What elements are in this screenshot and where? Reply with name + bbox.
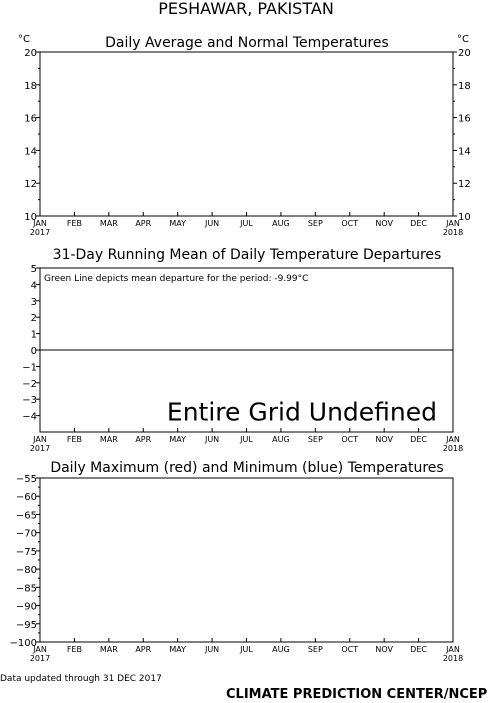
departure-annotation: Green Line depicts mean departure for the period: -9.99°C <box>44 274 309 284</box>
y-tick-label: 0 <box>30 346 37 357</box>
x-month-label: APR <box>135 435 152 444</box>
x-month-label: DEC <box>410 219 427 228</box>
y-tick-label: 3 <box>30 296 37 308</box>
y-tick-label: −65 <box>15 510 37 522</box>
y-tick-label: −70 <box>15 528 37 540</box>
y-tick-label-right: 18 <box>458 80 471 92</box>
x-month-label: JUL <box>240 645 253 654</box>
x-month-label: JAN <box>446 645 460 654</box>
y-tick-label: −90 <box>15 601 37 613</box>
y-tick-label-right: 10 <box>458 212 471 223</box>
x-month-label: NOV <box>375 219 393 228</box>
x-month-label: FEB <box>66 219 82 228</box>
panel-2-title: 31-Day Running Mean of Daily Temperature Departures <box>52 247 442 263</box>
y-tick-label: −4 <box>22 411 37 423</box>
x-month-label: AUG <box>272 645 290 654</box>
grid-undefined-message: Entire Grid Undefined <box>166 397 437 427</box>
x-month-label: APR <box>135 219 152 228</box>
x-month-label: MAR <box>99 645 118 654</box>
y-tick-label: 2 <box>30 313 37 325</box>
y-tick-label-right: 16 <box>458 113 471 125</box>
y-tick-label: 20 <box>24 48 37 59</box>
x-year-start: 2017 <box>29 444 51 453</box>
x-month-label: OCT <box>341 219 359 228</box>
x-month-label: NOV <box>375 435 393 444</box>
y-tick-label-right: 12 <box>458 179 471 191</box>
y-tick-label-right: 14 <box>458 146 471 158</box>
x-year-start: 2017 <box>29 228 51 237</box>
y-tick-label: −1 <box>22 362 37 374</box>
y-tick-label: 1 <box>30 329 37 341</box>
x-month-label: FEB <box>66 435 82 444</box>
footer-credit: CLIMATE PREDICTION CENTER/NCEP <box>226 687 488 702</box>
x-year-end: 2018 <box>442 228 464 237</box>
x-month-label: JUN <box>204 645 220 654</box>
y-tick-label: −60 <box>15 492 37 504</box>
x-month-label: NOV <box>375 645 393 654</box>
x-month-label: JUL <box>240 219 253 228</box>
x-month-label: AUG <box>272 219 290 228</box>
y-tick-label: −55 <box>15 474 37 485</box>
x-month-label: OCT <box>341 645 359 654</box>
x-month-label: MAY <box>169 219 186 228</box>
y-tick-label: −3 <box>22 395 37 407</box>
y-tick-label: −2 <box>22 378 37 390</box>
y-tick-label: −85 <box>15 583 37 595</box>
x-month-label: FEB <box>66 645 82 654</box>
x-month-label: SEP <box>307 645 323 654</box>
x-month-label: APR <box>135 645 152 654</box>
panel-1-frame <box>40 52 453 216</box>
x-month-label: JAN <box>33 219 47 228</box>
x-month-label: AUG <box>272 435 290 444</box>
x-month-label: JAN <box>33 645 47 654</box>
x-month-label: JUL <box>240 435 253 444</box>
x-year-end: 2018 <box>442 654 464 663</box>
x-month-label: MAY <box>169 645 186 654</box>
x-month-label: JAN <box>33 435 47 444</box>
y-tick-label-right: 20 <box>458 48 471 59</box>
x-month-label: JUN <box>204 435 220 444</box>
panel-3-title: Daily Maximum (red) and Minimum (blue) Temperatures <box>50 460 444 476</box>
x-month-label: MAY <box>169 435 186 444</box>
unit-left: °C <box>18 34 30 45</box>
y-tick-label: −95 <box>15 619 37 631</box>
y-tick-label: 18 <box>24 80 37 92</box>
y-tick-label: 5 <box>30 264 37 275</box>
x-month-label: OCT <box>341 435 359 444</box>
y-tick-label: 10 <box>24 212 37 223</box>
x-month-label: DEC <box>410 435 427 444</box>
x-month-label: MAR <box>99 435 118 444</box>
panel-1-title: Daily Average and Normal Temperatures <box>105 35 389 51</box>
x-year-end: 2018 <box>442 444 464 453</box>
x-month-label: SEP <box>307 219 323 228</box>
panel-3-frame <box>40 478 453 642</box>
chart-panels <box>10 35 471 663</box>
unit-right: °C <box>457 34 469 45</box>
x-year-start: 2017 <box>29 654 51 663</box>
x-month-label: SEP <box>307 435 323 444</box>
y-tick-label: 14 <box>24 146 37 158</box>
station-title: PESHAWAR, PAKISTAN <box>158 0 334 18</box>
x-month-label: JAN <box>446 435 460 444</box>
y-tick-label: 4 <box>30 280 37 292</box>
footer-updated: Data updated through 31 DEC 2017 <box>0 674 162 684</box>
y-tick-label: −100 <box>9 638 37 649</box>
x-month-label: JUN <box>204 219 220 228</box>
x-month-label: DEC <box>410 645 427 654</box>
y-tick-label: 16 <box>24 113 37 125</box>
y-tick-label: −80 <box>15 565 37 577</box>
y-tick-label: 12 <box>24 179 37 191</box>
y-tick-label: −75 <box>15 546 37 558</box>
x-month-label: MAR <box>99 219 118 228</box>
x-month-label: JAN <box>446 219 460 228</box>
